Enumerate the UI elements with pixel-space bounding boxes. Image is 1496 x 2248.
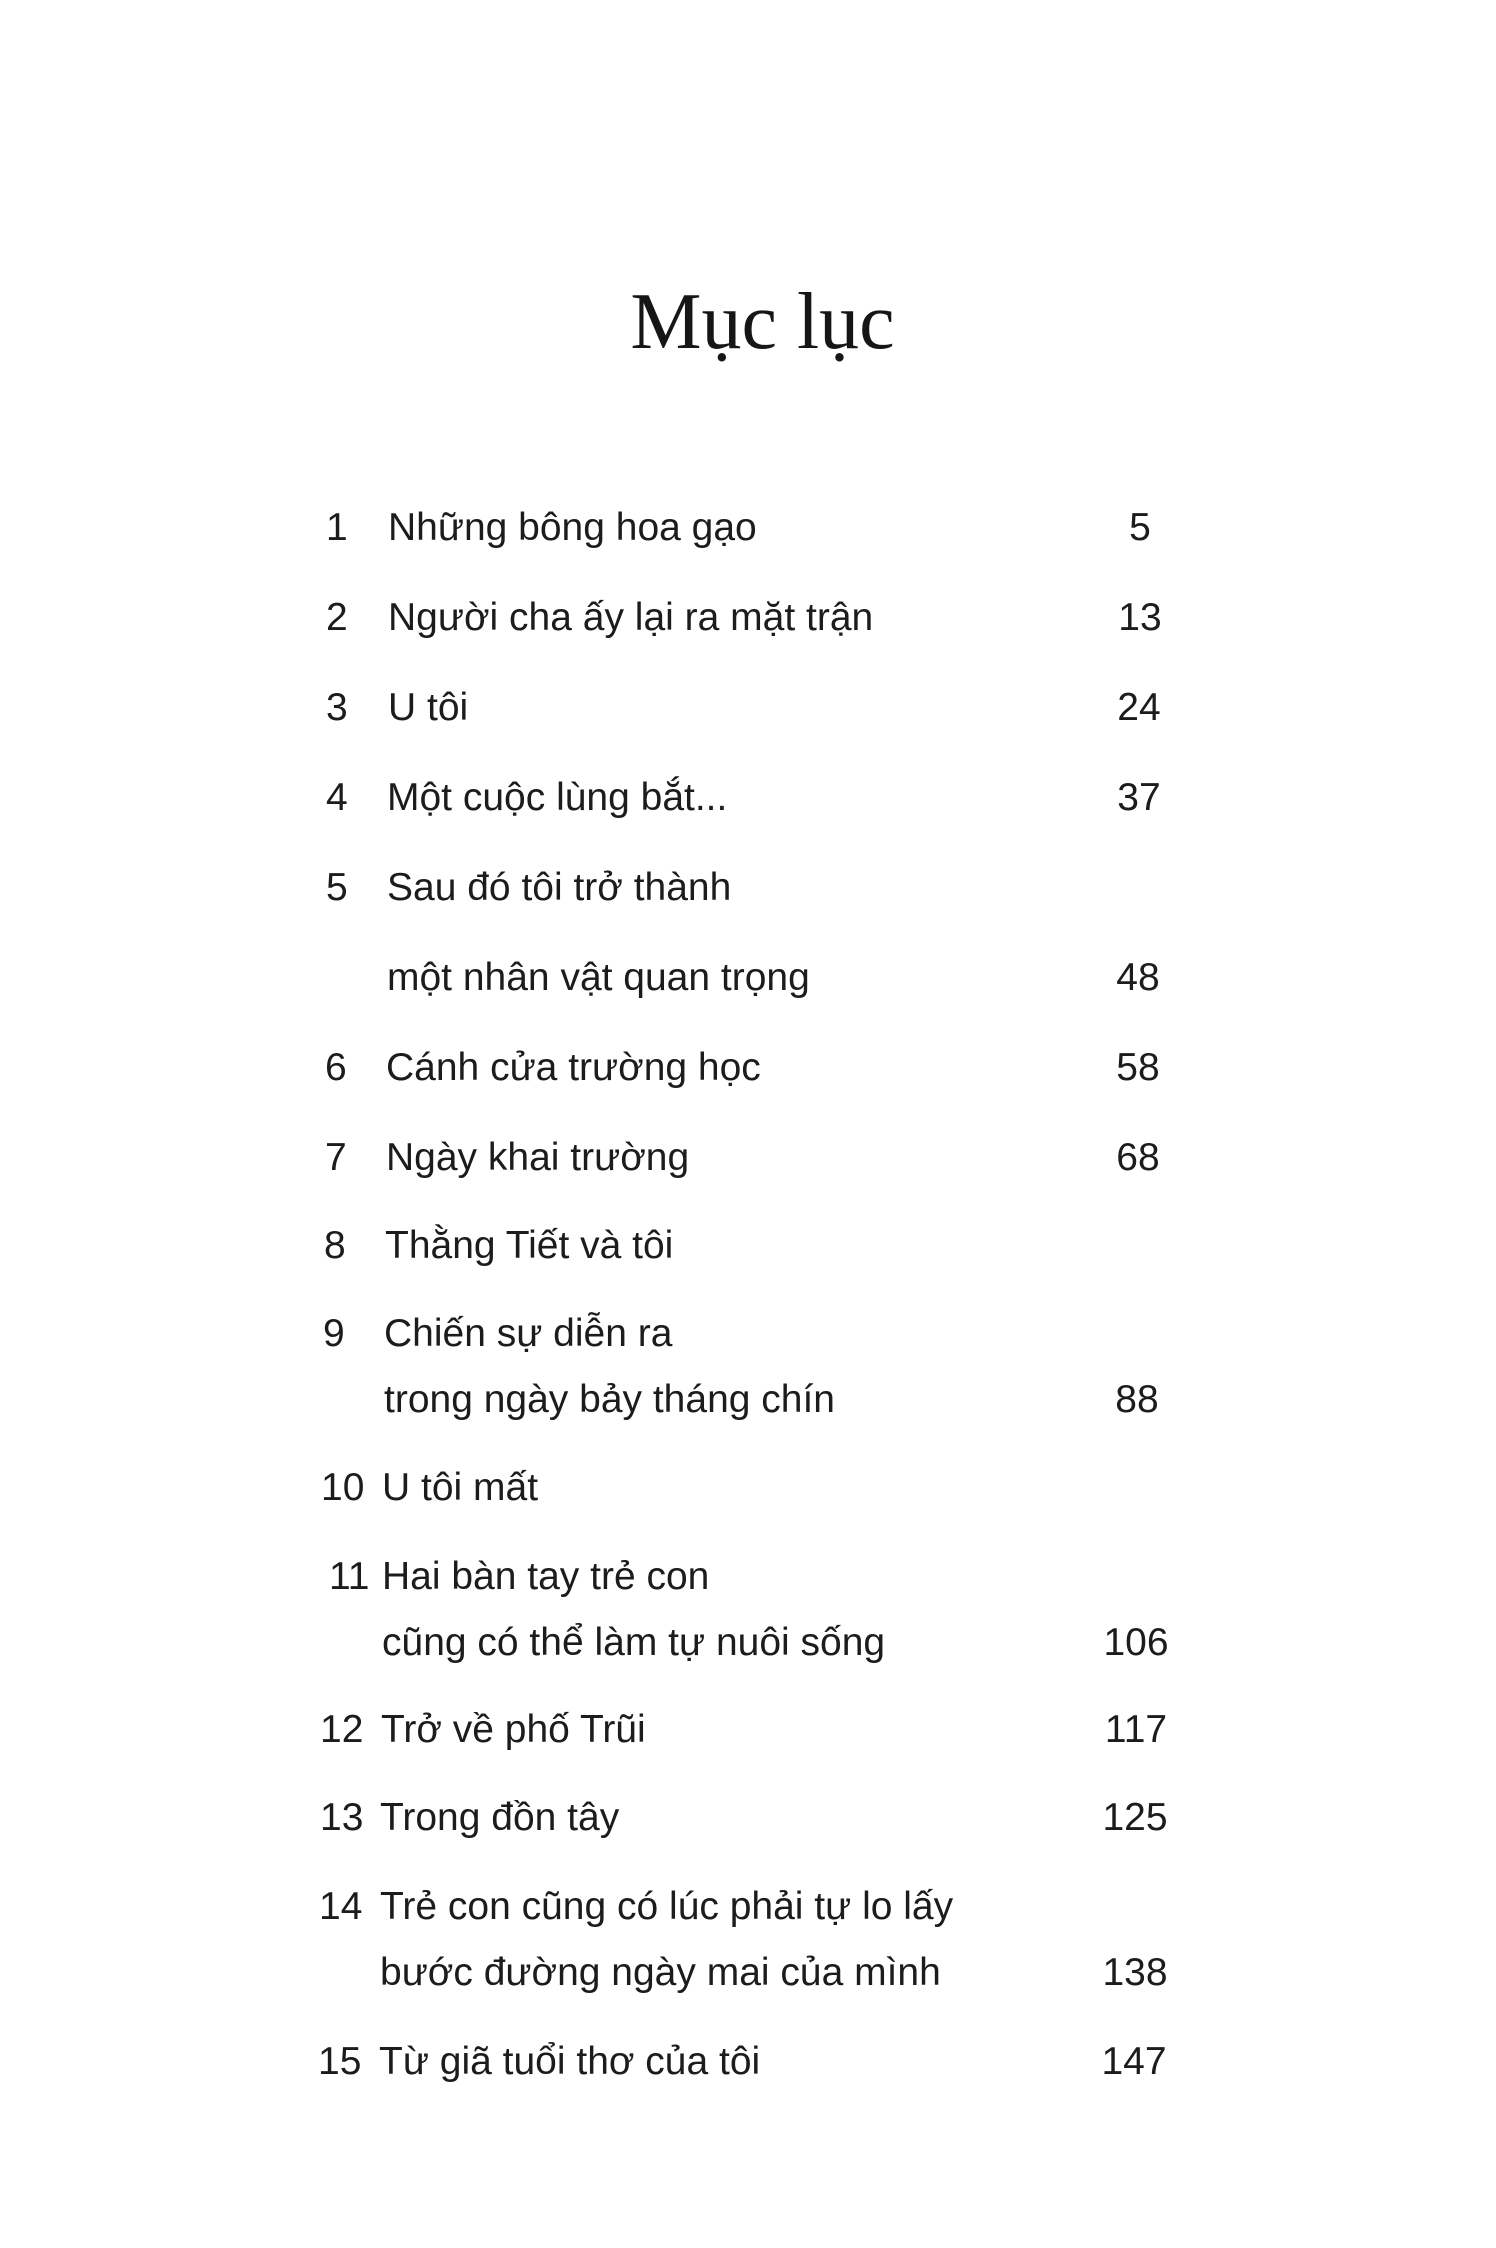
toc-line [0, 768, 1496, 828]
toc-entry-number: 5 [326, 866, 348, 909]
toc-line [0, 1458, 1496, 1518]
toc-entry-page: 68 [1116, 1136, 1160, 1179]
toc-line [0, 1216, 1496, 1276]
toc-entry-title: cũng có thể làm tự nuôi sống [382, 1621, 886, 1664]
toc-entry-title: Người cha ấy lại ra mặt trận [388, 596, 874, 639]
toc-entry-title: trong ngày bảy tháng chín [384, 1378, 835, 1421]
toc-entry-title: Ngày khai trường [386, 1136, 690, 1179]
page-title: Mục lục [630, 277, 895, 366]
toc-entry-title: Một cuộc lùng bắt... [387, 776, 728, 819]
toc-entry-number: 12 [320, 1708, 364, 1751]
toc-entry-page: 138 [1102, 1951, 1168, 1994]
toc-entry-title: U tôi mất [382, 1466, 539, 1509]
toc-entry-page: 106 [1103, 1621, 1169, 1664]
toc-entry-title: Từ giã tuổi thơ của tôi [379, 2040, 761, 2083]
toc-entry-title: bước đường ngày mai của mình [380, 1951, 941, 1994]
toc-entry-number: 11 [329, 1555, 370, 1598]
toc-line [0, 1613, 1496, 1673]
toc-entry-number: 6 [325, 1046, 347, 1089]
toc-entry-number: 9 [323, 1312, 345, 1355]
toc-line [0, 588, 1496, 648]
toc-entry-title: Trong đồn tây [380, 1796, 620, 1839]
toc-entry-title: Thằng Tiết và tôi [385, 1224, 674, 1267]
toc-entry-page: 125 [1102, 1796, 1168, 1839]
toc-line [0, 948, 1496, 1008]
toc-entry-number: 3 [326, 686, 348, 729]
toc-entry-page: 5 [1129, 506, 1151, 549]
toc-entry-page: 24 [1117, 686, 1161, 729]
toc-entry-page: 88 [1115, 1378, 1159, 1421]
toc-line [0, 1038, 1496, 1098]
toc-entry-title: Trẻ con cũng có lúc phải tự lo lấy [380, 1885, 954, 1928]
toc-entry-number: 2 [326, 596, 348, 639]
toc-entry-title: Những bông hoa gạo [388, 506, 757, 549]
toc-entry-page: 37 [1117, 776, 1161, 819]
toc-line [0, 1700, 1496, 1760]
toc-entry-page: 117 [1104, 1708, 1168, 1751]
toc-line [0, 2032, 1496, 2092]
toc-line [0, 858, 1496, 918]
toc-line [0, 1943, 1496, 2003]
toc-entry-title: Hai bàn tay trẻ con [382, 1555, 710, 1598]
toc-line [0, 678, 1496, 738]
toc-entry-number: 4 [326, 776, 348, 819]
toc-entry-title: Cánh cửa trường học [386, 1046, 761, 1089]
toc-line [0, 1370, 1496, 1430]
toc-entry-page: 58 [1116, 1046, 1160, 1089]
toc-entry-title: một nhân vật quan trọng [387, 956, 810, 999]
toc-entry-number: 8 [324, 1224, 346, 1267]
toc-entry-number: 7 [325, 1136, 347, 1179]
toc-entry-page: 147 [1101, 2040, 1167, 2083]
toc-entry-number: 15 [318, 2040, 362, 2083]
toc-entry-title: Trở về phố Trũi [381, 1708, 646, 1751]
toc-entry-title: Sau đó tôi trở thành [387, 866, 732, 909]
toc-entry-number: 10 [321, 1466, 365, 1509]
toc-entry-page: 13 [1118, 596, 1162, 639]
toc-entry-title: Chiến sự diễn ra [384, 1312, 673, 1355]
toc-line [0, 1304, 1496, 1364]
toc-entry-number: 14 [319, 1885, 363, 1928]
toc-line [0, 1877, 1496, 1937]
toc-entry-title: U tôi [388, 686, 469, 729]
toc-entry-number: 13 [320, 1796, 364, 1839]
toc-entry-number: 1 [326, 506, 348, 549]
toc-entry-page: 48 [1116, 956, 1160, 999]
toc-line [0, 1128, 1496, 1188]
toc-line [0, 498, 1496, 558]
toc-line [0, 1547, 1496, 1607]
toc-line [0, 1788, 1496, 1848]
